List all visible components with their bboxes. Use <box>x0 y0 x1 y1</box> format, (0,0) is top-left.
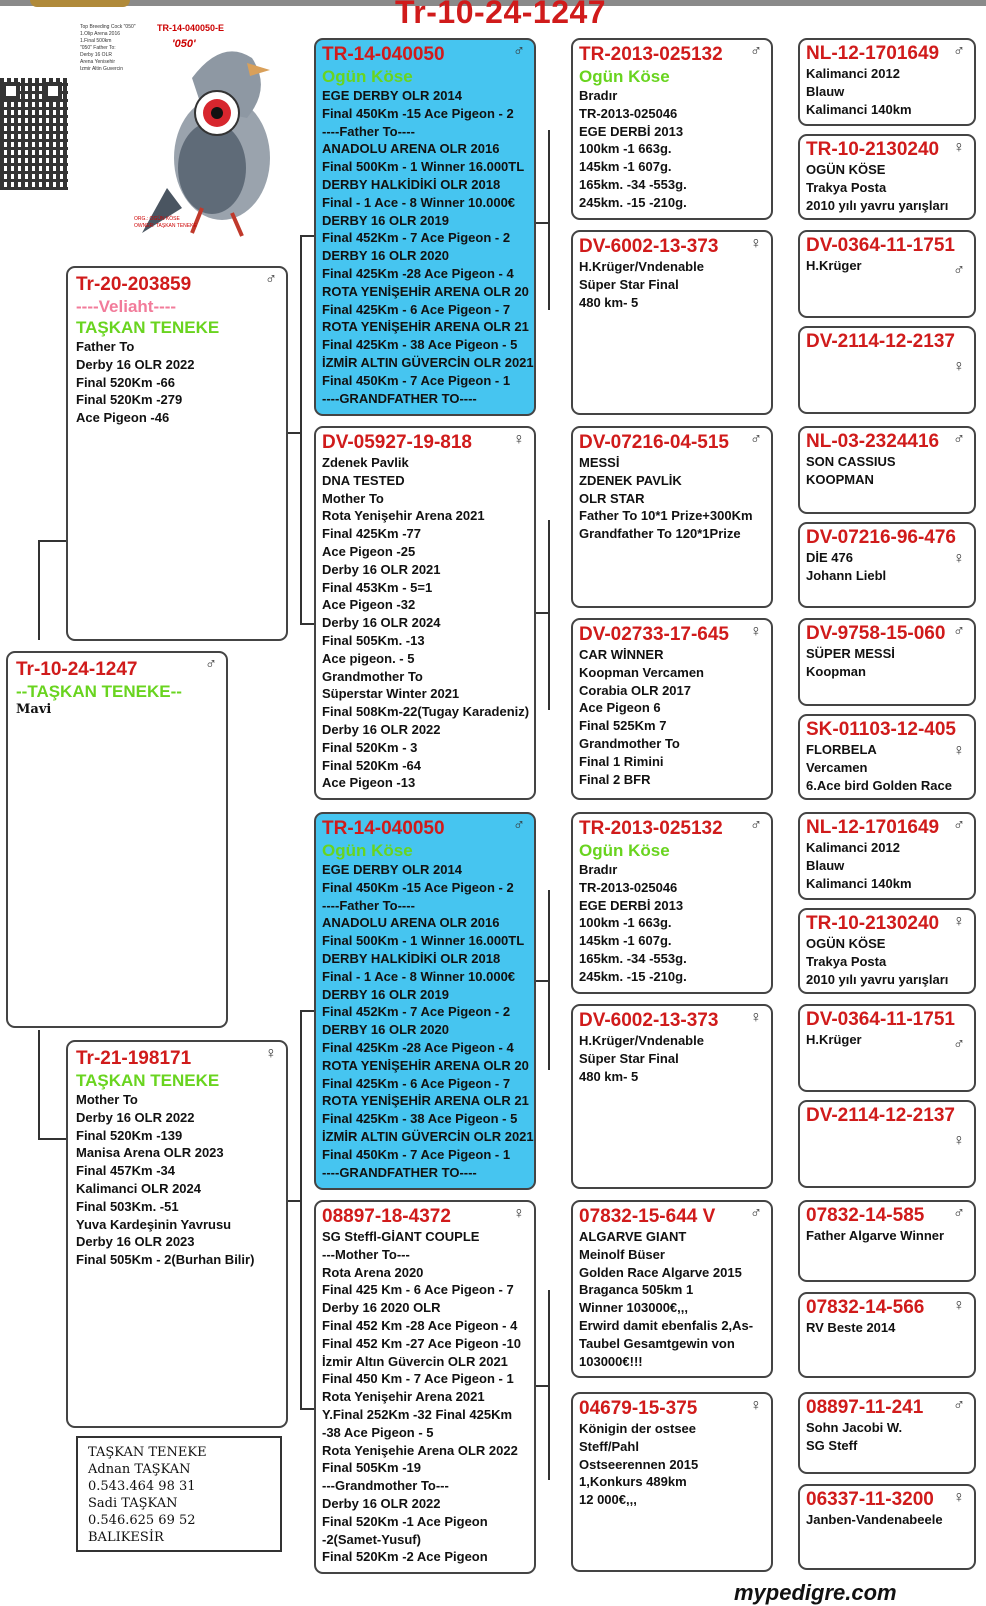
gggp-card[interactable]: 07832-14-585 ♂ Father Algarve Winner <box>798 1200 976 1282</box>
sire-tag: ----Veliaht---- <box>76 297 177 316</box>
male-symbol-icon: ♂ <box>265 271 277 288</box>
ggp-card[interactable]: DV-6002-13-373 ♀ H.Krüger/Vndenable Süper Star Final 480 km- 5 <box>571 230 773 415</box>
photo-caption: Top Breeding Cock "050" 1.Olip Arena 2016 1.Final 500km "050" Father To: Derby 16 OLR Arena Yenisehir Izmir Altin Guvercin <box>80 24 136 72</box>
female-symbol-icon: ♀ <box>265 1045 277 1062</box>
page-title: Tr-10-24-1247 <box>395 0 607 30</box>
gggp-card[interactable]: DV-2114-12-2137 ♀ <box>798 1100 976 1188</box>
female-symbol-icon: ♀ <box>513 1205 525 1222</box>
ggp-card[interactable]: DV-02733-17-645 ♀ CAR WİNNER Koopman Vercamen Corabia OLR 2017 Ace Pigeon 6 Final 525Km 7 Grandmother To Final 1 Rimini Final 2 BFR <box>571 618 773 800</box>
sire-name: TAŞKAN TENEKE <box>76 318 220 337</box>
gggp-card[interactable]: 08897-11-241 ♂ Sohn Jacobi W. SG Steff <box>798 1392 976 1474</box>
male-symbol-icon: ♂ <box>953 817 965 834</box>
male-symbol-icon: ♂ <box>750 1205 762 1222</box>
female-symbol-icon: ♀ <box>953 1489 965 1506</box>
grandsire-maternal-card[interactable]: TR-14-040050 ♂ Ogün Köse EGE DERBY OLR 2014 Final 450Km -15 Ace Pigeon - 2 ----Father To---- ANADOLU ARENA OLR 2016 Final 500Km - 1 Winner 16.000TL DERBY HALKİDİKİ OLR 2018 Final - 1 Ace - 8 Winner 10.000€ DERBY 16 OLR 2019 Final 452Km - 7 Ace Pigeon - 2 DERBY 16 OLR 2020 Final 425Km -28 Ace Pigeon - 4 ROTA YENİŞEHİR ARENA OLR 20 Final 425Km - 6 Ace Pigeon - 7 ROTA YENİŞEHİR ARENA OLR 21 Final 425Km - 38 Ace Pigeon - 5 İZMİR ALTIN GÜVERCİN OLR 2021 Final 450Km - 7 Ace Pigeon - 1 ----GRANDFATHER TO---- <box>314 812 536 1190</box>
female-symbol-icon: ♀ <box>750 1397 762 1414</box>
gggp-card[interactable]: 07832-14-566 ♀ RV Beste 2014 <box>798 1292 976 1378</box>
gggp-card[interactable]: NL-12-1701649 ♂ Kalimanci 2012 Blauw Kalimanci 140km <box>798 38 976 126</box>
gggp-card[interactable]: 06337-11-3200 ♀ Janben-Vandenabeele <box>798 1484 976 1570</box>
granddam-maternal-card[interactable]: 08897-18-4372 ♀ SG Steffl-GİANT COUPLE ---Mother To--- Rota Arena 2020 Final 425 Km - 6 Ace Pigeon - 7 Derby 16 2020 OLR Final 452 Km -28 Ace Pigeon - 4 Final 452 Km -27 Ace Pigeon -10 İzmir Altın Güvercin OLR 2021 Final 450 Km - 7 Ace Pigeon - 1 Rota Yenişehir Arena 2021 Y.Final 252Km -32 Final 425Km -38 Ace Pigeon - 5 Rota Yenişehie Arena OLR 2022 Final 505Km -19 ---Grandmother To--- Derby 16 OLR 2022 Final 520Km -1 Ace Pigeon -2(Samet-Yusuf) Final 520Km -2 Ace Pigeon <box>314 1200 536 1574</box>
subject-color: Mavi <box>16 702 52 717</box>
male-symbol-icon: ♂ <box>750 431 762 448</box>
male-symbol-icon: ♂ <box>953 623 965 640</box>
gggp-card[interactable]: DV-0364-11-1751 ♂ H.Krüger <box>798 1004 976 1092</box>
gggp-card[interactable]: TR-10-2130240 ♀ OGÜN KÖSE Trakya Posta 2010 yılı yavru yarışları <box>798 134 976 220</box>
male-symbol-icon: ♂ <box>750 817 762 834</box>
subject-card[interactable] <box>6 651 228 1028</box>
pigeon-photo <box>72 18 294 240</box>
granddam-paternal-card[interactable]: DV-05927-19-818 ♀ Zdenek Pavlik DNA TESTED Mother To Rota Yenişehir Arena 2021 Final 425Km -77 Ace Pigeon -25 Derby 16 OLR 2021 Final 453Km - 5=1 Ace Pigeon -32 Derby 16 OLR 2024 Final 505Km. -13 Ace pigeon. - 5 Grandmother To Süperstar Winter 2021 Final 508Km-22(Tugay Karadeniz) Derby 16 OLR 2022 Final 520Km - 3 Final 520Km -64 Ace Pigeon -13 <box>314 426 536 800</box>
female-symbol-icon: ♀ <box>953 358 965 375</box>
gggp-card[interactable]: DV-9758-15-060 ♂ SÜPER MESSİ Koopman <box>798 618 976 706</box>
ggp-card[interactable]: DV-07216-04-515 ♂ MESSİ ZDENEK PAVLİK OLR STAR Father To 10*1 Prize+300Km Grandfather To 120*1Prize <box>571 426 773 608</box>
qr-code <box>0 78 68 190</box>
site-footer: mypedigre.com <box>734 1580 897 1605</box>
female-symbol-icon: ♀ <box>513 431 525 448</box>
photo-badge: '050' <box>172 38 196 50</box>
female-symbol-icon: ♀ <box>953 550 965 567</box>
male-symbol-icon: ♂ <box>953 1205 965 1222</box>
subject-ring: Tr-10-24-1247 <box>16 659 138 680</box>
ggp-card[interactable]: TR-2013-025132 ♂ Ogün Köse Bradır TR-2013-025046 EGE DERBİ 2013 100km -1 663g. 145km -1 607g. 165km. -34 -553g. 245km. -15 -210g. <box>571 812 773 994</box>
ggp-card[interactable]: 07832-15-644 V ♂ ALGARVE GIANT Meinolf Büser Golden Race Algarve 2015 Braganca 505km 1 Winner 103000€,,, Erwird damit ebenfalis 2,As- Taubel Gesamtgewin von 103000€!!! <box>571 1200 773 1378</box>
female-symbol-icon: ♀ <box>953 913 965 930</box>
male-symbol-icon: ♂ <box>953 1036 965 1053</box>
photo-ring: TR-14-040050-E <box>157 23 225 33</box>
ggp-card[interactable]: DV-6002-13-373 ♀ H.Krüger/Vndenable Süper Star Final 480 km- 5 <box>571 1004 773 1189</box>
gggp-card[interactable]: SK-01103-12-405 ♀ FLORBELA Vercamen 6.Ace bird Golden Race <box>798 714 976 800</box>
male-symbol-icon: ♂ <box>513 43 525 60</box>
dam-name: TAŞKAN TENEKE <box>76 1071 220 1090</box>
female-symbol-icon: ♀ <box>953 139 965 156</box>
gggp-card[interactable]: NL-03-2324416 ♂ SON CASSIUS KOOPMAN <box>798 426 976 514</box>
dam-card[interactable]: Tr-21-198171 ♀ TAŞKAN TENEKE Mother To Derby 16 OLR 2022 Final 520Km -139 Manisa Arena OLR 2023 Final 457Km -34 Kalimanci OLR 2024 Final 503Km. -51 Yuva Kardeşinin Yavrusu Derby 16 OLR 2023 Final 505Km - 2(Burhan Bilir) <box>66 1040 288 1428</box>
gggp-card[interactable]: DV-0364-11-1751 ♂ H.Krüger <box>798 230 976 318</box>
male-symbol-icon: ♂ <box>205 656 217 673</box>
top-ornament <box>30 0 130 7</box>
male-symbol-icon: ♂ <box>750 43 762 60</box>
gggp-card[interactable]: NL-12-1701649 ♂ Kalimanci 2012 Blauw Kalimanci 140km <box>798 812 976 900</box>
female-symbol-icon: ♀ <box>953 742 965 759</box>
sire-card[interactable]: Tr-20-203859 ♂ ----Veliaht---- TAŞKAN TENEKE Father To Derby 16 OLR 2022 Final 520Km -66 Final 520Km -279 Ace Pigeon -46 <box>66 266 288 641</box>
contact-box: TAŞKAN TENEKE Adnan TAŞKAN 0.543.464 98 31 Sadi TAŞKAN 0.546.625 69 52 BALIKESİR <box>76 1436 282 1552</box>
female-symbol-icon: ♀ <box>953 1297 965 1314</box>
male-symbol-icon: ♂ <box>953 262 965 279</box>
dam-ring: Tr-21-198171 <box>76 1048 192 1069</box>
photo-owner: ORG.: OGÜN KÖSE OWNER: TAŞKAN TENEKE <box>134 216 197 229</box>
gggp-card[interactable]: TR-10-2130240 ♀ OGÜN KÖSE Trakya Posta 2010 yılı yavru yarışları <box>798 908 976 994</box>
male-symbol-icon: ♂ <box>513 817 525 834</box>
ggp-card[interactable]: TR-2013-025132 ♂ Ogün Köse Bradır TR-2013-025046 EGE DERBİ 2013 100km -1 663g. 145km -1 607g. 165km. -34 -553g. 245km. -15 -210g. <box>571 38 773 220</box>
female-symbol-icon: ♀ <box>750 623 762 640</box>
grandsire-paternal-card[interactable]: TR-14-040050 ♂ Ogün Köse EGE DERBY OLR 2014 Final 450Km -15 Ace Pigeon - 2 ----Father To---- ANADOLU ARENA OLR 2016 Final 500Km - 1 Winner 16.000TL DERBY HALKİDİKİ OLR 2018 Final - 1 Ace - 8 Winner 10.000€ DERBY 16 OLR 2019 Final 452Km - 7 Ace Pigeon - 2 DERBY 16 OLR 2020 Final 425Km -28 Ace Pigeon - 4 ROTA YENİŞEHİR ARENA OLR 20 Final 425Km - 6 Ace Pigeon - 7 ROTA YENİŞEHİR ARENA OLR 21 Final 425Km - 38 Ace Pigeon - 5 İZMİR ALTIN GÜVERCİN OLR 2021 Final 450Km - 7 Ace Pigeon - 1 ----GRANDFATHER TO---- <box>314 38 536 416</box>
ggp-card[interactable]: 04679-15-375 ♀ Königin der ostsee Steff/Pahl Ostseerennen 2015 1,Konkurs 489km 12 000€,,, <box>571 1392 773 1572</box>
gggp-card[interactable]: DV-07216-96-476 ♀ DİE 476 Johann Liebl <box>798 522 976 608</box>
female-symbol-icon: ♀ <box>750 1009 762 1026</box>
gggp-card[interactable]: DV-2114-12-2137 ♀ <box>798 326 976 414</box>
sire-ring: Tr-20-203859 <box>76 274 192 295</box>
female-symbol-icon: ♀ <box>953 1132 965 1149</box>
male-symbol-icon: ♂ <box>953 431 965 448</box>
male-symbol-icon: ♂ <box>953 1397 965 1414</box>
male-symbol-icon: ♂ <box>953 43 965 60</box>
female-symbol-icon: ♀ <box>750 235 762 252</box>
subject-name: --TAŞKAN TENEKE-- <box>16 682 182 701</box>
